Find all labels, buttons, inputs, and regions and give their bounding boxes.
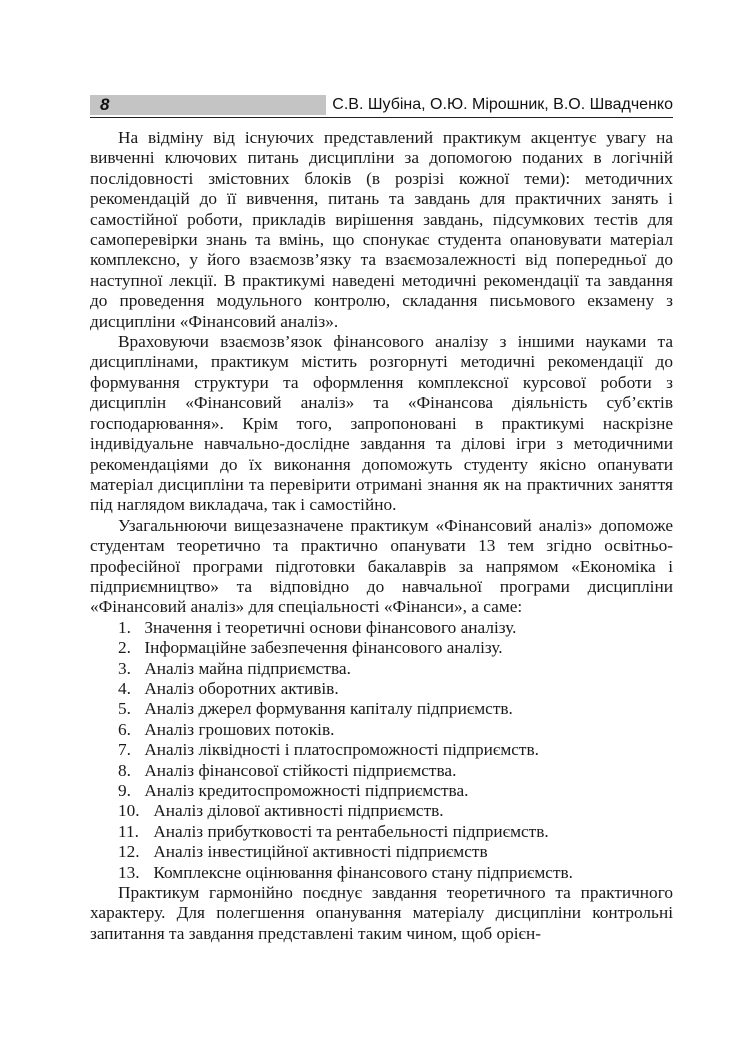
list-item-number: 13. xyxy=(118,862,140,882)
list-item-number: 1. xyxy=(118,617,131,637)
list-item-text: Аналіз ділової активності підприємств. xyxy=(153,801,444,821)
list-item xyxy=(90,822,673,842)
list-item-text: Аналіз джерел формування капіталу підприємств. xyxy=(144,699,513,719)
list-item xyxy=(90,761,673,781)
list-item-number: 9. xyxy=(118,781,131,800)
list-item xyxy=(90,740,673,760)
list-item-text: Інформаційне забезпечення фінансового аналізу. xyxy=(144,638,503,658)
list-item-number: 7. xyxy=(118,740,131,760)
running-header xyxy=(90,95,673,118)
list-item-number: 4. xyxy=(118,678,131,698)
list-item-number: 11. xyxy=(118,821,139,841)
list-item-text: Аналіз ліквідності і платоспроможності підприємств. xyxy=(144,740,539,760)
list-item-number: 10. xyxy=(118,801,140,821)
paragraph-intro: На відміну від існуючих представлений практикум акцентує увагу на вивченні ключових питань дисципліни за допомогою поданих в логічній послідовності змістовних блоків (в розрізі кожної теми): методичних рекомендацій до її вивчення, питань та завдань для практичних занять і самостійної роботи, прикладів вирішення завдань, підсумкових тестів для самоперевірки знань та вмінь, що спонукає студента опановувати матеріал комплексно, у його взаємозв’язку та взаємозалежності від попередньої до наступної лекції. В практикумі наведені методичні рекомендації та завдання до проведення модульного контролю, складання письмового екзамену з дисципліни «Фінансовий аналіз». xyxy=(90,128,673,331)
paragraph-summary: Узагальнюючи вищезазначене практикум «Фінансовий аналіз» допоможе студентам теоретично та практично опанувати 13 тем згідно освітньо-професійної програми підготовки бакалаврів за напрямом «Економіка і підприємництво» та відповідно до навчальної програми дисципліни «Фінансовий аналіз» для спеціальності «Фінанси», а саме: xyxy=(90,515,673,617)
paragraph-relations: Враховуючи взаємозв’язок фінансового аналізу з іншими науками та дисциплінами, практикум містить розгорнуті методичні рекомендації до формування структури та оформлення комплексної курсової роботи з дисциплін «Фінансовий аналіз» та «Фінансова діяльність суб’єктів господарювання». Крім того, запропоновані в практикумі наскрізне індивідуальне навчально-дослідне завдання та ділові ігри з методичними рекомендаціями до їх виконання допоможуть студенту якісно опанувати матеріал дисципліни та перевірити отримані знання як на практичних заняття під наглядом викладача, так і самостійно. xyxy=(90,332,673,515)
list-item xyxy=(90,801,673,821)
list-item-text: Аналіз оборотних активів. xyxy=(144,678,339,698)
list-item-number: 6. xyxy=(118,719,131,739)
list-item-text: Аналіз інвестиційної активності підприємств xyxy=(153,842,488,862)
page-number-band xyxy=(90,95,330,115)
page-body xyxy=(90,128,673,944)
list-item-text: Значення і теоретичні основи фінансового аналізу. xyxy=(144,617,517,637)
list-item-text: Аналіз фінансової стійкості підприємства. xyxy=(144,760,457,780)
list-item-text: Аналіз грошових потоків. xyxy=(144,719,335,739)
list-item-number: 8. xyxy=(118,760,131,780)
list-item xyxy=(90,679,673,699)
header-authors: С.В. Шубіна, О.Ю. Мірошник, В.О. Швадченко xyxy=(326,95,673,115)
list-item-text: Аналіз кредитоспроможності підприємства. xyxy=(144,781,469,800)
list-item xyxy=(90,720,673,740)
list-item-text: Аналіз майна підприємства. xyxy=(144,658,351,678)
topics-list xyxy=(90,618,673,883)
list-item-text: Комплексне оцінювання фінансового стану підприємств. xyxy=(153,862,573,882)
list-item xyxy=(90,842,673,862)
list-item xyxy=(90,638,673,658)
list-item xyxy=(90,863,673,883)
list-item-number: 12. xyxy=(118,842,140,862)
list-item xyxy=(90,781,673,801)
list-item-number: 5. xyxy=(118,699,131,719)
list-item xyxy=(90,618,673,638)
paragraph-closing: Практикум гармонійно поєднує завдання теоретичного та практичного характеру. Для полегшення опанування матеріалу дисципліни контрольні запитання та завдання представлені таким чином, щоб орієн- xyxy=(90,883,673,943)
list-item-number: 2. xyxy=(118,638,131,658)
page-number: 8 xyxy=(100,95,110,114)
list-item-number: 3. xyxy=(118,658,131,678)
list-item xyxy=(90,659,673,679)
list-item xyxy=(90,699,673,719)
list-item-text: Аналіз прибутковості та рентабельності підприємств. xyxy=(153,821,549,841)
